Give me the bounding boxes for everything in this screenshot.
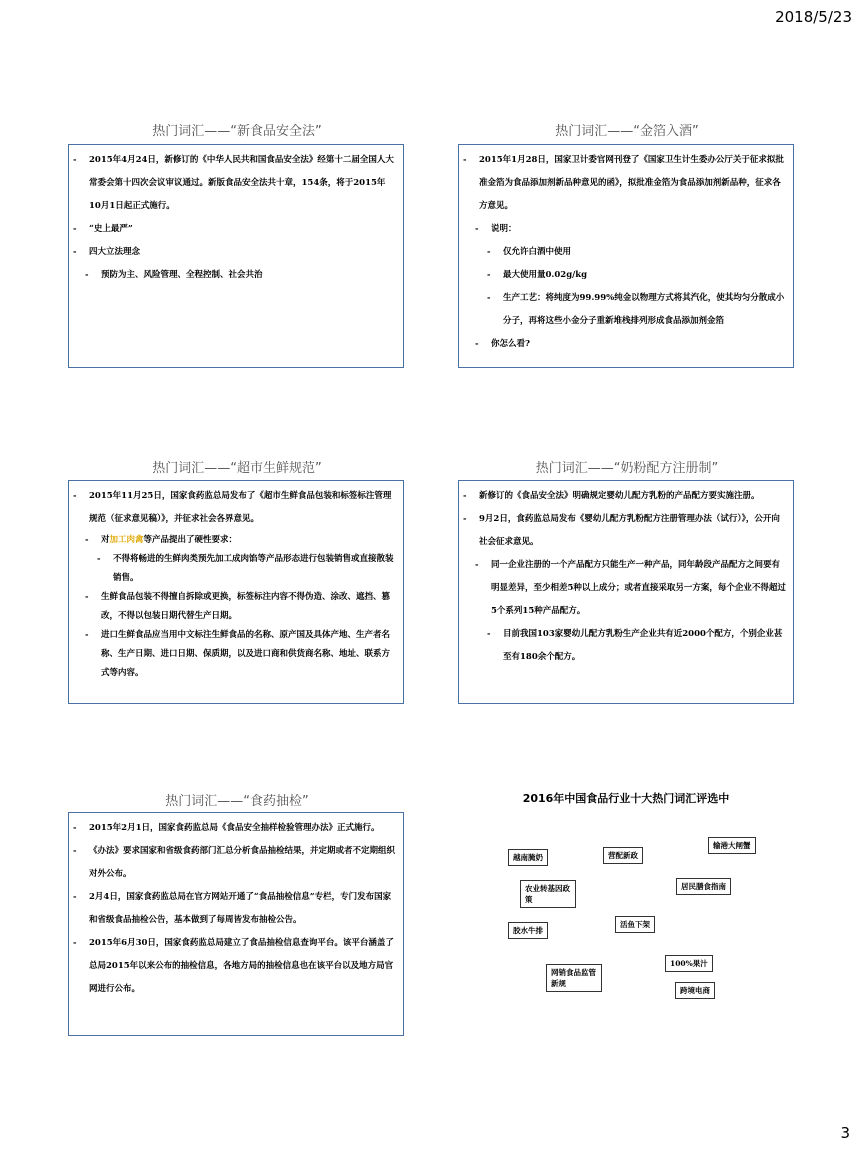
slide-body-food-drug-sampling — [68, 812, 404, 1036]
bullet-item: - 9月2日，食药监总局发布《婴幼儿配方乳粉配方注册管理办法（试行）》，公开向社会征求意见。 — [463, 514, 780, 547]
slide-title-formula-registration: 热门词汇——“奶粉配方注册制” — [535, 461, 719, 476]
bullet-text: 不得将畅进的生鲜肉类预先加工成肉馅等产品形态进行包装销售或直接散装销售。 — [113, 554, 394, 583]
bullet-text: 生产工艺：将纯度为99.99%纯金以物理方式将其汽化，使其均匀分散成小分子，再将这些小金分子重新堆栈排列形成食品添加剂金箔 — [503, 293, 785, 326]
bullet-text-pre: 对 — [101, 535, 110, 545]
bullet-text: “史上最严” — [89, 224, 133, 234]
slide-title-gold-leaf-liquor: 热门词汇——“金箔入酒” — [555, 124, 699, 139]
slide-body-gold-leaf-liquor — [458, 144, 794, 368]
bullet-item: - 生鲜食品包装不得擅自拆除或更换，标签标注内容不得伪造、涂改、遮挡、篡改，不得以包装日期代替生产日期。 — [85, 592, 391, 621]
bullet-text: 2月4日，国家食药监总局在官方网站开通了“食品抽检信息”专栏，专门发布国家和省级食品抽检公告，基本做到了每周皆发布抽检公告。 — [89, 892, 392, 925]
bullet-item: - 2015年4月24日，新修订的《中华人民共和国食品安全法》经第十二届全国人大常委会第十四次会议审议通过。新版食品安全法共十章，154条，将于2015年10月1日起正式施行。 — [73, 155, 394, 211]
bullet-item: - 2015年6月30日，国家食药监总局建立了食品抽检信息查询平台。该平台涵盖了总局2015年以来公布的抽检信息，各地方局的抽检信息也在该平台以及地方局官网进行公布。 — [73, 938, 394, 994]
cloud-tag: 100%果汁 — [665, 955, 713, 972]
cloud-tag: 越南腌奶 — [508, 849, 548, 866]
bullet-item: - 进口生鲜食品应当用中文标注生鲜食品的名称、原产国及具体产地、生产者名称、生产日期、进口日期、保质期，以及进口商和供货商名称、地址、联系方式等内容。 — [85, 630, 391, 678]
bullet-item: - 《办法》要求国家和省级食药部门汇总分析食品抽检结果，并定期或者不定期组织对外公布。 — [73, 846, 396, 879]
bullet-text-post: 等产品提出了硬性要求： — [143, 535, 238, 545]
bullet-text: 生鲜食品包装不得擅自拆除或更换，标签标注内容不得伪造、涂改、遮挡、篡改，不得以包装日期代替生产日期。 — [101, 592, 391, 621]
bullet-text: 《办法》要求国家和省级食药部门汇总分析食品抽检结果，并定期或者不定期组织对外公布。 — [89, 846, 396, 879]
bullet-item: - “史上最严” — [73, 224, 133, 234]
bullet-item: - 2月4日，国家食药监总局在官方网站开通了“食品抽检信息”专栏，专门发布国家和省级食品抽检公告，基本做到了每周皆发布抽检公告。 — [73, 892, 392, 925]
bullet-item: - 不得将畅进的生鲜肉类预先加工成肉馅等产品形态进行包装销售或直接散装销售。 — [97, 554, 394, 583]
cloud-tag: 营配新政 — [603, 847, 643, 864]
bullet-text: 9月2日，食药监总局发布《婴幼儿配方乳粉配方注册管理办法（试行）》，公开向社会征求意见。 — [479, 514, 780, 547]
highlighted-term: 加工肉禽 — [109, 535, 144, 545]
cloud-tag: 居民膳食指南 — [676, 878, 731, 895]
slide-title-food-drug-sampling: 热门词汇——“食药抽检” — [165, 794, 309, 809]
bullet-item: - 最大使用量0.02g/kg — [487, 270, 588, 280]
slide-body-supermarket-fresh-rules — [68, 480, 404, 704]
cloud-tag: 胶水牛排 — [508, 922, 548, 939]
bullet-item: - 说明： — [475, 224, 517, 234]
cloud-tag: 农业转基因政策 — [520, 880, 576, 908]
bullet-text: 你怎么看? — [491, 339, 530, 349]
bullet-text: 预防为主、风险管理、全程控制、社会共治 — [101, 270, 263, 280]
bullet-text: 最大使用量0.02g/kg — [503, 270, 588, 280]
bullet-item: - 2015年11月25日，国家食药监总局发布了《超市生鲜食品包装和标签标注管理规范（征求意见稿）》，并征求社会各界意见。 — [73, 491, 392, 524]
page-number: 3 — [840, 1124, 850, 1142]
bullet-item: - 四大立法理念 — [73, 247, 141, 257]
bullet-item: - 预防为主、风险管理、全程控制、社会共治 — [85, 270, 263, 280]
bullet-text: 2015年11月25日，国家食药监总局发布了《超市生鲜食品包装和标签标注管理规范（征求意见稿）》，并征求社会各界意见。 — [89, 491, 392, 524]
cloud-tag: 网销食品监管新规 — [546, 964, 602, 992]
bullet-text: 同一企业注册的一个产品配方只能生产一种产品，同年龄段产品配方之间要有明显差异，至少相差5种以上成分；或者直接采取另一方案，每个企业不得超过5个系列15种产品配方。 — [491, 560, 786, 616]
cloud-tag: 跨境电商 — [675, 982, 715, 999]
bullet-text: 新修订的《食品安全法》明确规定婴幼儿配方乳粉的产品配方要实施注册。 — [479, 491, 760, 501]
cloud-tag: 活鱼下架 — [615, 916, 655, 933]
bullet-text: 2015年2月1日，国家食药监总局《食品安全抽样检验管理办法》正式施行。 — [89, 823, 380, 833]
slide-title-supermarket-fresh-rules: 热门词汇——“超市生鲜规范” — [152, 461, 322, 476]
bullet-text: 仅允许白酒中使用 — [503, 247, 572, 257]
bullet-item: - 你怎么看? — [475, 339, 530, 349]
slide-body-new-food-safety-law — [68, 144, 404, 368]
bullet-item: - 新修订的《食品安全法》明确规定婴幼儿配方乳粉的产品配方要实施注册。 — [463, 491, 760, 501]
bullet-item: - 生产工艺：将纯度为99.99%纯金以物理方式将其汽化，使其均匀分散成小分子，再将这些小金分子重新堆栈排列形成食品添加剂金箔 — [487, 293, 785, 326]
bullet-text: 说明： — [491, 224, 517, 234]
bullet-text: 2015年6月30日，国家食药监总局建立了食品抽检信息查询平台。该平台涵盖了总局2015年以来公布的抽检信息，各地方局的抽检信息也在该平台以及地方局官网进行公布。 — [89, 938, 394, 994]
slide-title-new-food-safety-law: 热门词汇——“新食品安全法” — [152, 124, 322, 139]
bullet-text: 进口生鲜食品应当用中文标注生鲜食品的名称、原产国及具体产地、生产者名称、生产日期、进口日期、保质期，以及进口商和供货商名称、地址、联系方式等内容。 — [101, 630, 391, 678]
bullet-text: 2015年4月24日，新修订的《中华人民共和国食品安全法》经第十二届全国人大常委会第十四次会议审议通过。新版食品安全法共十章，154条，将于2015年10月1日起正式施行。 — [89, 155, 394, 211]
slide-body-formula-registration — [458, 480, 794, 704]
bullet-item: - 2015年1月28日，国家卫计委官网刊登了《国家卫生计生委办公厅关于征求拟批准金箔为食品添加剂新品种意见的函》，拟批准金箔为食品添加剂新品种，征求各方意见。 — [463, 155, 784, 211]
bullet-item: - 2015年2月1日，国家食药监总局《食品安全抽样检验管理办法》正式施行。 — [73, 823, 380, 833]
bullet-item: - 目前我国103家婴幼儿配方乳粉生产企业共有近2000个配方，个别企业甚至有180余个配方。 — [487, 629, 783, 662]
bullet-item: - 对加工肉禽等产品提出了硬性要求： — [85, 535, 238, 545]
bullet-text: 2015年1月28日，国家卫计委官网刊登了《国家卫生计生委办公厅关于征求拟批准金箔为食品添加剂新品种意见的函》，拟批准金箔为食品添加剂新品种，征求各方意见。 — [479, 155, 784, 211]
bullet-item: - 同一企业注册的一个产品配方只能生产一种产品，同年龄段产品配方之间要有明显差异，至少相差5种以上成分；或者直接采取另一方案，每个企业不得超过5个系列15种产品配方。 — [475, 560, 786, 616]
cloud-title: 2016年中国食品行业十大热门词汇评选中 — [522, 792, 730, 805]
header-date: 2018/5/23 — [775, 8, 852, 26]
bullet-text: 四大立法理念 — [89, 247, 141, 257]
bullet-item: - 仅允许白酒中使用 — [487, 247, 572, 257]
cloud-tag: 输港大闸蟹 — [708, 837, 756, 854]
bullet-text: 目前我国103家婴幼儿配方乳粉生产企业共有近2000个配方，个别企业甚至有180余个配方。 — [503, 629, 783, 662]
